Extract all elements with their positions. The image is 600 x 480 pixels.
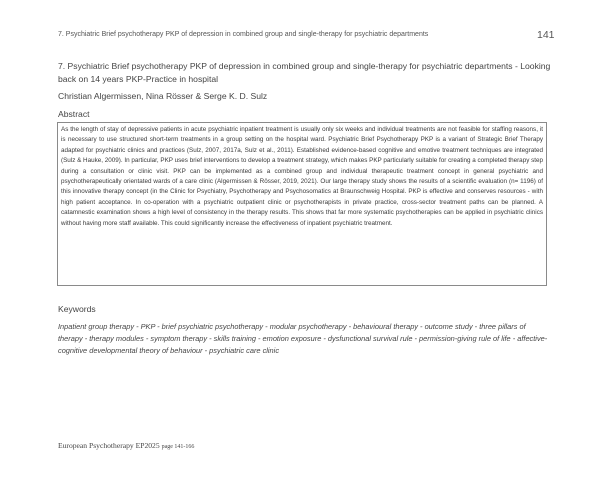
abstract-heading: Abstract <box>58 109 90 119</box>
page-range: page 141-166 <box>161 444 195 450</box>
page-footer <box>58 441 194 450</box>
abstract-text: As the length of stay of depressive patients in acute psychiatric inpatient treatment is usually only six weeks and individual treatments are not feasible for staffing reasons, it is necessary to use structured short-term treatments in a group setting on the hospital ward. Psychiatric Brief Psychotherapy PKP is a variant of Strategic Brief Therapy adapted for psychiatric clinics and practices (Sulz, 2007, 2017a, Sulz et al., 2011). Established evidence-based cognitive and emotive treatment techniques are integrated (Sulz & Hauke, 2009). In particular, PKP uses brief interventions to develop a treatment strategy, which makes PKP particularly suitable for creating a completed therapy step during a consultation or clinic visit. PKP can be implemented as a combined group and individual therapeutic treatment concept in general psychiatric and psychotherapeutically orientated wards of a care clinic (Algermissen & Rösser, 2019, 2021). Our large therapy study shows the results of a scientific evaluation (n= 1196) of this innovative therapy concept (in the Clinic for Psychiatry, Psychotherapy and Psychosomatics at Braunschweig Hospital. PKP is effective and conserves resources - with high patient acceptance. In co-operation with a psychiatric outpatient clinic or psychotherapists in private practice, cross-sector treatment paths can be planned. A catamnestic examination shows a high level of consistency in the therapy results. This shows that far more systematic psychotherapies can be applied in psychiatric clinics without having more staff available. This could significantly increase the effectiveness of inpatient psychiatric treatment. <box>61 126 543 227</box>
abstract-box <box>57 122 547 286</box>
running-header: 7. Psychiatric Brief psychotherapy PKP of depression in combined group and single-therapy for psychiatric departments <box>58 31 429 38</box>
article-title: 7. Psychiatric Brief psychotherapy PKP of depression in combined group and single-therapy for psychiatric departments - Looking back on 14 years PKP-Practice in hospital <box>58 61 551 84</box>
page-number: 141 <box>537 29 555 41</box>
keywords-heading: Keywords <box>58 304 96 314</box>
journal-name: European Psychotherapy EP2025 <box>58 441 160 450</box>
authors: Christian Algermissen, Nina Rösser & Serge K. D. Sulz <box>58 91 268 101</box>
keywords-text: Inpatient group therapy - PKP - brief psychiatric psychotherapy - modular psychotherapy - behavioural therapy - outcome study - three pillars of therapy - therapy modules - symptom therapy - skills training - emotion exposure - dysfunctional survival rule - permission-giving rule of life - affective-cognitive developmental theory of behaviour - psychiatric care clinic <box>58 322 548 355</box>
